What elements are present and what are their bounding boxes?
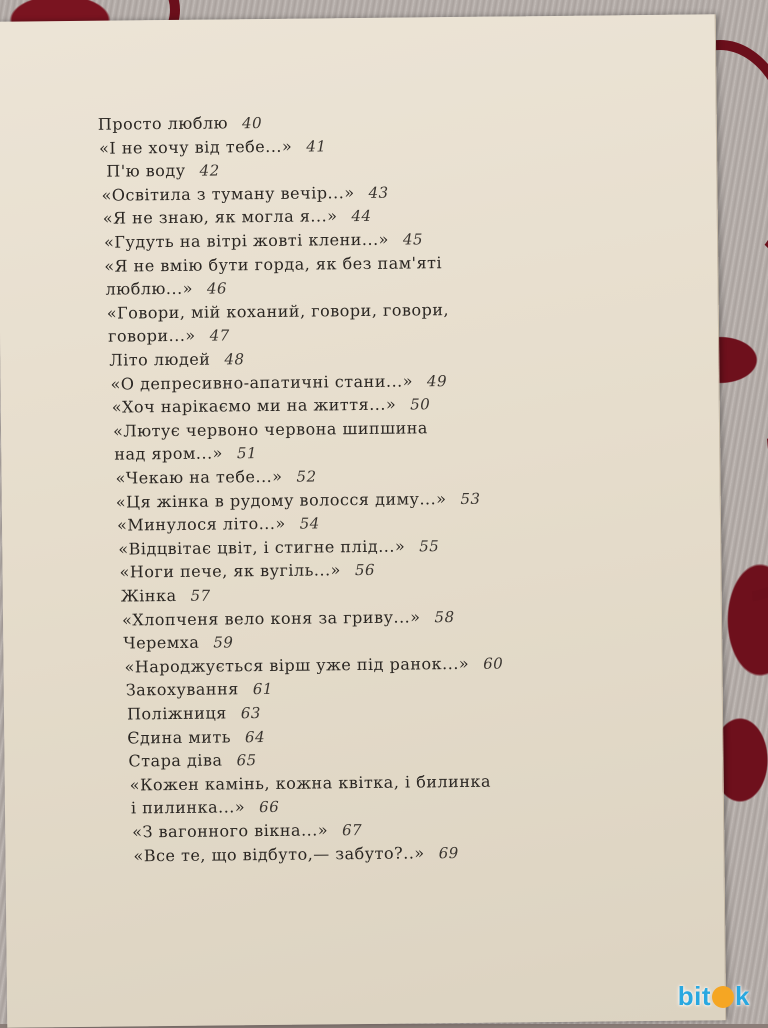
toc-entry-title: Закохування <box>125 679 239 700</box>
toc-entry-title: «О депресивно-апатичні стани...» <box>110 371 414 394</box>
toc-entry-title: говори...» <box>107 326 196 347</box>
toc-entry-title: Просто люблю <box>97 113 229 134</box>
toc-entry-page-number: 61 <box>252 680 273 699</box>
toc-entry-page-number: 42 <box>199 161 220 180</box>
toc-entry-page-number: 54 <box>299 514 320 533</box>
toc-entry-page-number: 66 <box>259 798 280 817</box>
toc-entry-title: «Відцвітає цвіт, і стигне плід...» <box>118 536 406 559</box>
toc-entry-title: Єдина мить <box>127 726 232 748</box>
toc-entry-title: і пилинка...» <box>130 797 246 818</box>
toc-entry <box>122 605 455 632</box>
toc-entry-page-number: 65 <box>236 751 257 770</box>
toc-entry <box>127 701 261 726</box>
toc-entry <box>103 204 372 231</box>
toc-entry-title: «Говори, мій коханий, говори, говори, <box>106 299 450 323</box>
toc-entry <box>124 651 503 679</box>
toc-entry-title: «Минулося літо...» <box>116 513 286 535</box>
toc-entry-page-number: 55 <box>419 536 440 556</box>
toc-entry <box>133 841 458 868</box>
toc-entry-page-number: 50 <box>410 395 431 414</box>
toc-entry-page-number: 67 <box>341 821 363 840</box>
toc-entry-title: П'ю воду <box>106 161 186 181</box>
toc-entry-page-number: 44 <box>351 207 372 226</box>
toc-entry <box>130 769 491 797</box>
toc-entry <box>105 277 227 302</box>
toc-entry-page-number: 40 <box>241 114 263 133</box>
toc-entry <box>132 818 362 844</box>
toc-entry <box>118 534 439 561</box>
toc-entry-title: «З вагонного вікна...» <box>132 820 329 842</box>
toc-entry <box>98 111 263 137</box>
toc-entry-title: Жінка <box>120 585 177 606</box>
toc-entry-title: «Я не знаю, як могла я...» <box>102 206 338 229</box>
toc-entry-page-number: 57 <box>190 586 211 605</box>
toc-entry-page-number: 48 <box>224 350 245 369</box>
toc-entry-page-number: 59 <box>213 633 234 652</box>
toc-entry <box>115 464 316 490</box>
toc-entry-title: «Хоч нарікаємо ми на життя...» <box>111 394 397 417</box>
toc-entry-title: Стара діва <box>128 750 223 771</box>
toc-entry-page-number: 46 <box>206 279 228 298</box>
book-page <box>0 14 726 1027</box>
toc-entry <box>114 441 257 466</box>
toc-entry-page-number: 51 <box>236 444 258 463</box>
watermark-logo <box>678 981 750 1012</box>
toc-entry <box>128 748 256 773</box>
toc-entry <box>106 159 220 184</box>
toc-entry-title: «Я не вмію бути горда, як без пам'яті <box>104 252 443 276</box>
toc-entry-page-number: 41 <box>306 136 327 156</box>
toc-entry-title: «Ноги пече, як вугіль...» <box>119 560 342 582</box>
toc-entry-title: «Кожен камінь, кожна квітка, і билинка <box>129 771 492 795</box>
toc-entry-title: Поліжниця <box>126 703 227 724</box>
toc-entry <box>99 134 327 160</box>
toc-entry <box>107 298 450 326</box>
toc-entry-page-number: 56 <box>354 561 376 580</box>
toc-entry <box>109 347 244 372</box>
toc-entry <box>117 512 320 538</box>
toc-entry-page-number: 69 <box>438 843 459 862</box>
toc-entry-title: «Лютує червоно червона шипшина <box>112 418 428 441</box>
toc-entry <box>113 416 428 443</box>
logo-badge-icon <box>712 986 734 1008</box>
toc-entry-page-number: 53 <box>460 489 481 508</box>
toc-entry-page-number: 45 <box>402 230 424 249</box>
toc-entry <box>123 631 233 656</box>
toc-entry <box>126 677 273 703</box>
toc-entry-title: «І не хочу від тебе...» <box>98 136 293 158</box>
toc-entry-page-number: 58 <box>434 607 455 626</box>
watermark-text: k <box>735 981 750 1011</box>
toc-entry-title: «Чекаю на тебе...» <box>115 466 283 488</box>
toc-entry-title: «Все те, що відбуто,— забуто?..» <box>133 842 425 865</box>
toc-entry-title: «Народжується вірш уже під ранок...» <box>124 653 470 677</box>
toc-entry-page-number: 49 <box>426 371 448 390</box>
toc-entry <box>131 795 279 821</box>
toc-entry-title: над яром...» <box>114 443 223 464</box>
toc-entry-title: люблю...» <box>105 278 194 299</box>
toc-entry <box>127 725 265 750</box>
toc-entry <box>116 486 481 514</box>
toc-entry-title: Черемха <box>123 632 200 653</box>
toc-entry-page-number: 60 <box>483 654 504 673</box>
toc-entry-page-number: 63 <box>240 704 261 723</box>
toc-entry-page-number: 43 <box>368 183 389 202</box>
toc-entry <box>108 324 230 349</box>
toc-entry-page-number: 52 <box>296 467 317 486</box>
toc-entry-title: Літо людей <box>109 349 211 370</box>
toc-entry-page-number: 47 <box>209 326 230 345</box>
toc-entry-title: «Ця жінка в рудому волосся диму...» <box>115 488 447 512</box>
toc-entry-title: «Хлопченя вело коня за гриву...» <box>121 606 421 630</box>
watermark-text: bit <box>677 981 712 1011</box>
toc-entry <box>104 251 442 279</box>
toc-entry-title: «Гудуть на вітрі жовті клени...» <box>103 229 389 252</box>
toc-entry <box>121 584 211 609</box>
toc-entry <box>119 558 375 585</box>
toc-entry-title: «Освітила з туману вечір...» <box>101 182 355 205</box>
toc-entry-page-number: 64 <box>244 727 266 746</box>
toc-entry <box>101 180 388 207</box>
